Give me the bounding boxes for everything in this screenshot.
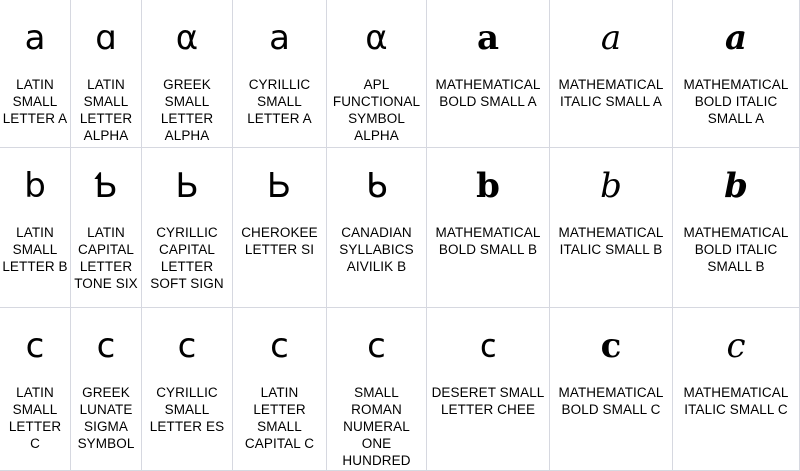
glyph-cell xyxy=(327,0,427,148)
glyph-name: CANADIAN SYLLABICS AIVILIK B xyxy=(339,225,414,274)
glyph-name: GREEK LUNATE SIGMA SYMBOL xyxy=(77,385,135,451)
glyph-cell xyxy=(673,0,800,148)
glyph-cell xyxy=(327,308,427,471)
glyph-char: с xyxy=(177,326,197,366)
glyph-cell xyxy=(71,308,142,471)
glyph-name: CHEROKEE LETTER SI xyxy=(241,225,318,257)
glyph-char: b xyxy=(600,166,622,206)
glyph-char: ϲ xyxy=(96,326,116,366)
glyph-char: ⅽ xyxy=(367,326,386,366)
glyph-char: а xyxy=(269,18,290,58)
glyph-cell xyxy=(550,0,673,148)
glyph-name: LATIN SMALL LETTER ALPHA xyxy=(79,77,133,143)
glyph-name: MATHEMATICAL ITALIC SMALL A xyxy=(558,77,664,109)
glyph-name: CYRILLIC SMALL LETTER ES xyxy=(149,385,225,434)
glyph-char: c xyxy=(25,326,45,366)
glyph-name: MATHEMATICAL BOLD SMALL B xyxy=(435,225,541,257)
glyph-name: GREEK SMALL LETTER ALPHA xyxy=(160,77,214,143)
glyph-cell xyxy=(142,148,233,308)
glyph-name: LATIN SMALL LETTER A xyxy=(2,77,68,126)
glyph-name: CYRILLIC SMALL LETTER A xyxy=(247,77,312,126)
glyph-name: LATIN SMALL LETTER B xyxy=(2,225,68,274)
glyph-name: CYRILLIC CAPITAL LETTER SOFT SIGN xyxy=(150,225,224,291)
glyph-cell xyxy=(327,148,427,308)
glyph-char: Ƅ xyxy=(94,166,118,206)
glyph-name: LATIN LETTER SMALL CAPITAL C xyxy=(244,385,315,451)
glyph-char: b xyxy=(724,166,748,206)
glyph-char: c xyxy=(726,326,746,366)
glyph-cell xyxy=(427,308,550,471)
glyph-char: b xyxy=(476,166,500,206)
glyph-name: MATHEMATICAL BOLD SMALL A xyxy=(435,77,541,109)
glyph-cell xyxy=(673,148,800,308)
glyph-cell xyxy=(71,148,142,308)
glyph-char: ɑ xyxy=(95,18,117,58)
glyph-cell xyxy=(233,148,327,308)
glyph-char: ᴄ xyxy=(270,326,289,366)
glyph-cell xyxy=(427,148,550,308)
glyph-name: MATHEMATICAL ITALIC SMALL B xyxy=(558,225,664,257)
glyph-cell xyxy=(0,148,71,308)
glyph-name: APL FUNCTIONAL SYMBOL ALPHA xyxy=(332,77,421,143)
glyph-name: LATIN SMALL LETTER C xyxy=(8,385,62,451)
glyph-cell xyxy=(0,308,71,471)
glyph-cell xyxy=(71,0,142,148)
glyph-cell xyxy=(673,308,800,471)
glyph-char: Ꮟ xyxy=(268,166,291,206)
glyph-cell xyxy=(233,308,327,471)
glyph-name: MATHEMATICAL BOLD ITALIC SMALL B xyxy=(683,225,789,274)
glyph-char: a xyxy=(24,18,46,58)
glyph-char: b xyxy=(24,166,46,206)
glyph-char: a xyxy=(724,18,748,58)
glyph-name: DESERET SMALL LETTER CHEE xyxy=(431,385,545,417)
glyph-name: SMALL ROMAN NUMERAL ONE HUNDRED xyxy=(342,385,411,468)
glyph-char: ⍺ xyxy=(365,18,388,58)
glyph-char: a xyxy=(600,18,622,58)
glyph-cell xyxy=(233,0,327,148)
glyph-cell xyxy=(550,148,673,308)
glyph-char: α xyxy=(175,18,199,58)
glyph-cell xyxy=(550,308,673,471)
glyph-char: c xyxy=(600,326,622,366)
glyph-name: LATIN CAPITAL LETTER TONE SIX xyxy=(74,225,138,291)
glyph-cell xyxy=(427,0,550,148)
glyph-char: Ь xyxy=(175,166,199,206)
glyph-char: 𐐽 xyxy=(479,326,497,366)
glyph-name: MATHEMATICAL BOLD ITALIC SMALL A xyxy=(683,77,789,126)
glyph-char: a xyxy=(476,18,500,58)
glyph-name: MATHEMATICAL ITALIC SMALL C xyxy=(683,385,789,417)
glyph-cell xyxy=(142,308,233,471)
glyph-char: ᑲ xyxy=(365,166,388,206)
glyph-name: MATHEMATICAL BOLD SMALL C xyxy=(558,385,664,417)
glyph-cell xyxy=(0,0,71,148)
glyph-cell xyxy=(142,0,233,148)
